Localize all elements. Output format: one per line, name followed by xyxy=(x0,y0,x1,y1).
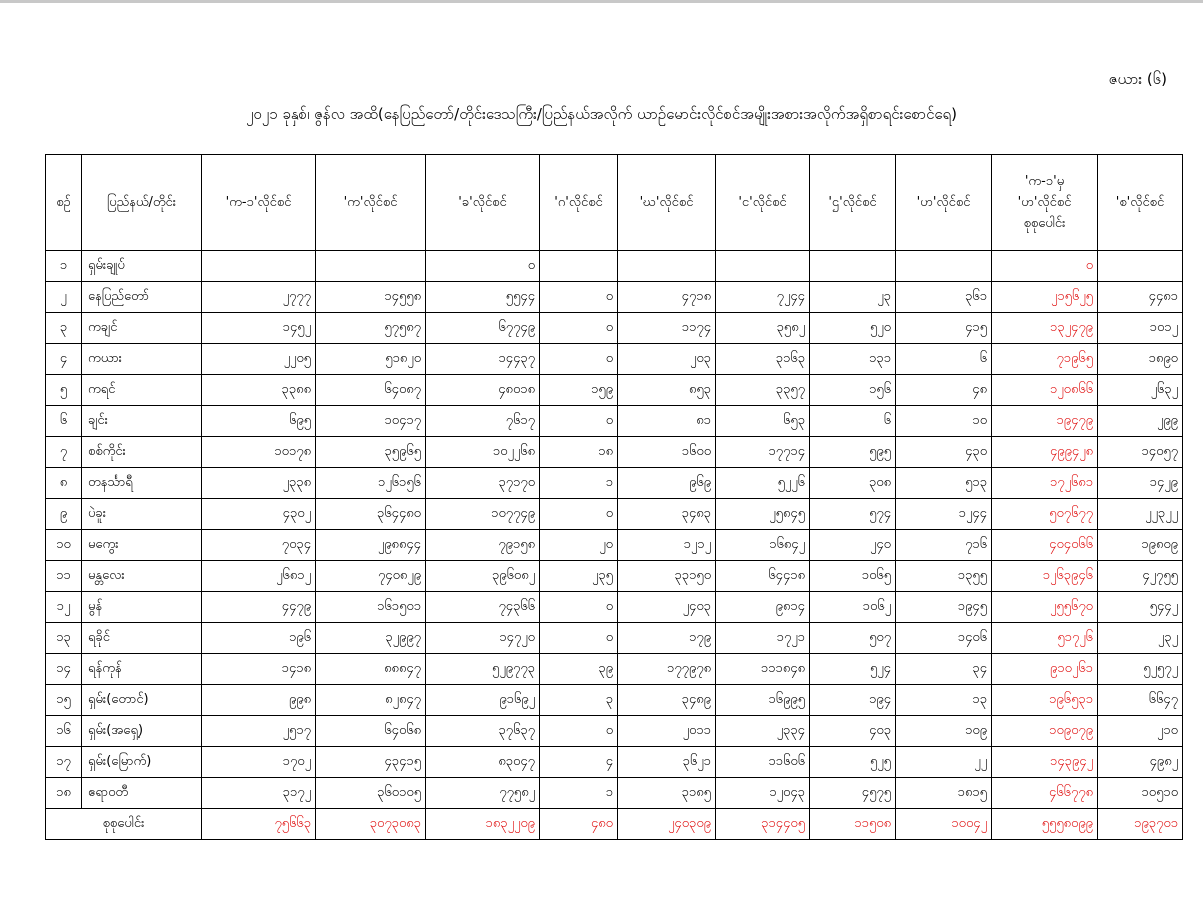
cell-gha: ၃၃၁၅၀ xyxy=(618,561,716,592)
cell-no: ၁၈ xyxy=(46,778,82,809)
table-row xyxy=(46,437,1183,468)
header-nga2: 'ဌ'လိုင်စင် xyxy=(810,155,896,251)
total-ka1: ၇၅၆၆၃ xyxy=(202,809,316,840)
cell-nga: ၃၁၆၃ xyxy=(716,344,810,375)
cell-ka1: ၁၀၁၇၈ xyxy=(202,437,316,468)
cell-total: ၁၉၆၅၃၁ xyxy=(992,685,1098,716)
cell-region: ရှမ်းချုပ် xyxy=(82,251,202,282)
cell-sa: ၄၄၈၁ xyxy=(1098,282,1183,313)
cell-ga: ၀ xyxy=(540,499,618,530)
cell-sa: ၁၀၅၁၀ xyxy=(1098,778,1183,809)
document-title: ၂၀၂၁ ခုနှစ်၊ ဇွန်လ အထိ(နေပြည်တော်/တိုင်းဒေသကြီး/ပြည်နယ်အလိုက် ယာဉ်မောင်းလိုင်စင်အမျိုးအစားအလိုက်အရှိစာရင်းစောင်ရေ) xyxy=(245,105,958,123)
cell-ha: ၁၄၀၆ xyxy=(896,623,992,654)
cell-ha: ၇၁၆ xyxy=(896,530,992,561)
cell-sa: ၂၉၉ xyxy=(1098,406,1183,437)
cell-total: ၄၆၆၇၇၈ xyxy=(992,778,1098,809)
cell-gha: ၁၇၇၉၇၈ xyxy=(618,654,716,685)
cell-kha: ၉၁၆၉၂ xyxy=(426,685,540,716)
cell-region: မွန် xyxy=(82,592,202,623)
table-row xyxy=(46,592,1183,623)
cell-total: ၁၉၄၇၉ xyxy=(992,406,1098,437)
cell-ga: ၀ xyxy=(540,592,618,623)
cell-ka: ၈၂၈၄၇ xyxy=(316,685,426,716)
cell-ga: ၃ xyxy=(540,685,618,716)
table-row xyxy=(46,716,1183,747)
cell-sa: ၁၄၀၅၇ xyxy=(1098,437,1183,468)
cell-nga2: ၁၅၆ xyxy=(810,375,896,406)
cell-ga: ၀ xyxy=(540,406,618,437)
cell-ka: ၈၈၈၄၇ xyxy=(316,654,426,685)
cell-gha: ၈၅၃ xyxy=(618,375,716,406)
cell-kha: ၅၂၉၇၇၃ xyxy=(426,654,540,685)
cell-nga2: ၁၀၆၅ xyxy=(810,561,896,592)
cell-nga2: ၁၃၁ xyxy=(810,344,896,375)
cell-nga: ၆၅၃ xyxy=(716,406,810,437)
cell-ga: ၀ xyxy=(540,282,618,313)
cell-ha: ၆ xyxy=(896,344,992,375)
table-row xyxy=(46,375,1183,406)
total-ha: ၁၀၀၄၂ xyxy=(896,809,992,840)
cell-ha: ၂၂ xyxy=(896,747,992,778)
cell-no: ၈ xyxy=(46,468,82,499)
header-total-line1: 'က-၁'မှ xyxy=(1024,174,1065,189)
cell-ka: ၁၀၄၁၇ xyxy=(316,406,426,437)
cell-kha: ၃၉၆၀၈၂ xyxy=(426,561,540,592)
cell-nga: ၇၂၄၄ xyxy=(716,282,810,313)
cell-region: ကရင် xyxy=(82,375,202,406)
header-nga: 'င'လိုင်စင် xyxy=(716,155,810,251)
table-row xyxy=(46,561,1183,592)
cell-ka1: ၁၇၀၂ xyxy=(202,747,316,778)
cell-kha: ၃၇၁၇၀ xyxy=(426,468,540,499)
cell-ka1: ၃၃၈၈ xyxy=(202,375,316,406)
table-row xyxy=(46,530,1183,561)
cell-ga: ၀ xyxy=(540,344,618,375)
cell-kha: ၀ xyxy=(426,251,540,282)
cell-gha: ၂၄၀၃ xyxy=(618,592,716,623)
cell-nga2: ၅၀၇ xyxy=(810,623,896,654)
cell-nga2: ၅၂၅ xyxy=(810,747,896,778)
cell-sa: ၅၄၄၂ xyxy=(1098,592,1183,623)
cell-nga: ၃၅၈၂ xyxy=(716,313,810,344)
cell-ka: ၁၆၁၅၀၁ xyxy=(316,592,426,623)
table-row xyxy=(46,282,1183,313)
cell-nga2: ၅၂၀ xyxy=(810,313,896,344)
cell-nga2: ၅၂၄ xyxy=(810,654,896,685)
cell-sa: ၆၆၄၇ xyxy=(1098,685,1183,716)
cell-ga: ၀ xyxy=(540,623,618,654)
header-total-line3: စုစုပေါင်း xyxy=(1023,216,1066,231)
cell-no: ၁ xyxy=(46,251,82,282)
cell-nga: ၃၃၅၇ xyxy=(716,375,810,406)
cell-ka1: ၂၆၈၁၂ xyxy=(202,561,316,592)
cell-kha: ၁၀၂၂၆၈ xyxy=(426,437,540,468)
cell-no: ၁၃ xyxy=(46,623,82,654)
cell-ha: ၁၀၉ xyxy=(896,716,992,747)
cell-total: ၅၀၇၆၇၇ xyxy=(992,499,1098,530)
cell-nga: ၁၆၉၉၅ xyxy=(716,685,810,716)
cell-ka1: ၄၄၇၉ xyxy=(202,592,316,623)
header-region: ပြည်နယ်/တိုင်း xyxy=(82,155,202,251)
cell-region: ချင်း xyxy=(82,406,202,437)
cell-ka: ၆၄၀၆၈ xyxy=(316,716,426,747)
cell-sa: ၂၂၃၂၂ xyxy=(1098,499,1183,530)
total-row xyxy=(46,809,1183,840)
cell-nga: ၂၅၈၄၅ xyxy=(716,499,810,530)
cell-kha: ၇၄၃၆၆ xyxy=(426,592,540,623)
cell-region: ရှမ်း(အရှေ့) xyxy=(82,716,202,747)
cell-kha: ၁၄၄၃၇ xyxy=(426,344,540,375)
cell-total: ၂၅၅၆၇၀ xyxy=(992,592,1098,623)
cell-kha: ၇၆၁၇ xyxy=(426,406,540,437)
table-row xyxy=(46,778,1183,809)
cell-ka1: ၂၃၃၈ xyxy=(202,468,316,499)
cell-region: ကချင် xyxy=(82,313,202,344)
cell-no: ၁၀ xyxy=(46,530,82,561)
cell-sa xyxy=(1098,251,1183,282)
cell-region: ပဲခူး xyxy=(82,499,202,530)
cell-nga: ၆၄၄၁၈ xyxy=(716,561,810,592)
cell-nga: ၂၃၃၄ xyxy=(716,716,810,747)
cell-no: ၁၇ xyxy=(46,747,82,778)
cell-nga: ၅၂၂၆ xyxy=(716,468,810,499)
cell-nga2: ၁၉၄ xyxy=(810,685,896,716)
cell-no: ၁၂ xyxy=(46,592,82,623)
cell-no: ၂ xyxy=(46,282,82,313)
cell-region: စစ်ကိုင်း xyxy=(82,437,202,468)
cell-ka1: ၆၉၅ xyxy=(202,406,316,437)
cell-ga: ၀ xyxy=(540,716,618,747)
cell-total: ၀ xyxy=(992,251,1098,282)
top-border xyxy=(0,0,1203,3)
cell-region: ကယား xyxy=(82,344,202,375)
cell-ka1 xyxy=(202,251,316,282)
cell-ka: ၅၁၈၂၀ xyxy=(316,344,426,375)
cell-nga2: ၂၄၀ xyxy=(810,530,896,561)
total-kha: ၁၈၃၂၂၀၉ xyxy=(426,809,540,840)
header-ha: 'ဟ'လိုင်စင် xyxy=(896,155,992,251)
cell-ka1: ၁၄၁၈ xyxy=(202,654,316,685)
cell-region: မန္တလေး xyxy=(82,561,202,592)
cell-ha xyxy=(896,251,992,282)
total-grand: ၅၅၅၈၀၉၉ xyxy=(992,809,1098,840)
cell-nga2: ၅၉၅ xyxy=(810,437,896,468)
cell-gha: ၂၀၁၁ xyxy=(618,716,716,747)
table-row xyxy=(46,499,1183,530)
cell-nga2: ၃၀၈ xyxy=(810,468,896,499)
cell-ka1: ၃၁၇၂ xyxy=(202,778,316,809)
cell-kha: ၅၅၄၄ xyxy=(426,282,540,313)
cell-nga2: ၁၀၆၂ xyxy=(810,592,896,623)
cell-kha: ၆၇၇၄၉ xyxy=(426,313,540,344)
cell-no: ၁၁ xyxy=(46,561,82,592)
cell-kha: ၇၉၁၅၈ xyxy=(426,530,540,561)
cell-gha: ၁၁၇၄ xyxy=(618,313,716,344)
header-no: စဉ် xyxy=(46,155,82,251)
cell-gha: ၃၆၂၁ xyxy=(618,747,716,778)
table-row xyxy=(46,251,1183,282)
cell-ga: ၁၅၉ xyxy=(540,375,618,406)
cell-nga2: ၄၅၇၅ xyxy=(810,778,896,809)
cell-no: ၉ xyxy=(46,499,82,530)
table-reference: ဇယား (၆) xyxy=(1108,70,1167,88)
cell-total: ၁၂၆၃၉၄၆ xyxy=(992,561,1098,592)
cell-ha: ၁၉၄၅ xyxy=(896,592,992,623)
header-total-line2: 'ဟ'လိုင်စင် xyxy=(1017,195,1072,210)
cell-gha xyxy=(618,251,716,282)
cell-ka: ၃၆၀၁၀၅ xyxy=(316,778,426,809)
cell-ha: ၁၀ xyxy=(896,406,992,437)
cell-sa: ၂၆၃၂ xyxy=(1098,375,1183,406)
cell-ha: ၃၄ xyxy=(896,654,992,685)
cell-no: ၆ xyxy=(46,406,82,437)
cell-ka: ၆၄၀၈၇ xyxy=(316,375,426,406)
cell-region: ရှမ်း(မြောက်) xyxy=(82,747,202,778)
cell-total: ၉၁၀၂၆၁ xyxy=(992,654,1098,685)
cell-ka: ၂၉၈၈၄၄ xyxy=(316,530,426,561)
cell-ga: ၂၃၅ xyxy=(540,561,618,592)
cell-sa: ၂၃၂ xyxy=(1098,623,1183,654)
cell-ka: ၁၄၅၅၈ xyxy=(316,282,426,313)
cell-nga: ၁၇၂၁ xyxy=(716,623,810,654)
cell-no: ၃ xyxy=(46,313,82,344)
cell-region: ဧရာဝတီ xyxy=(82,778,202,809)
total-ka: ၃၀၇၃၀၈၃ xyxy=(316,809,426,840)
cell-ha: ၄၈ xyxy=(896,375,992,406)
cell-sa: ၁၈၉၀ xyxy=(1098,344,1183,375)
cell-no: ၁၅ xyxy=(46,685,82,716)
total-sa: ၁၉၃၇၀၁ xyxy=(1098,809,1183,840)
cell-ha: ၄၁၅ xyxy=(896,313,992,344)
table-row xyxy=(46,623,1183,654)
cell-ha: ၁၂၄၄ xyxy=(896,499,992,530)
header-sa: 'စ'လိုင်စင် xyxy=(1098,155,1183,251)
cell-sa: ၁၄၂၉ xyxy=(1098,468,1183,499)
cell-ha: ၃၆၁ xyxy=(896,282,992,313)
cell-ka1: ၂၂၀၅ xyxy=(202,344,316,375)
cell-gha: ၈၁ xyxy=(618,406,716,437)
cell-ha: ၁၃၅၅ xyxy=(896,561,992,592)
header-total xyxy=(992,155,1098,251)
cell-gha: ၃၁၈၅ xyxy=(618,778,716,809)
cell-nga: ၁၆၈၄၂ xyxy=(716,530,810,561)
cell-region: နေပြည်တော် xyxy=(82,282,202,313)
cell-region: ရန်ကုန် xyxy=(82,654,202,685)
cell-ga: ၁ xyxy=(540,778,618,809)
total-nga: ၃၁၄၄၀၅ xyxy=(716,809,810,840)
cell-sa: ၄၂၇၅၅ xyxy=(1098,561,1183,592)
cell-gha: ၉၆၉ xyxy=(618,468,716,499)
cell-ha: ၁၈၁၅ xyxy=(896,778,992,809)
license-table xyxy=(45,154,1183,840)
cell-total: ၁၇၂၆၈၁ xyxy=(992,468,1098,499)
cell-ka: ၄၃၄၁၅ xyxy=(316,747,426,778)
cell-sa: ၅၂၅၇၂ xyxy=(1098,654,1183,685)
cell-ka xyxy=(316,251,426,282)
header-row xyxy=(46,155,1183,251)
cell-ha: ၁၃ xyxy=(896,685,992,716)
header-ka: 'က'လိုင်စင် xyxy=(316,155,426,251)
header-ga: 'ဂ'လိုင်စင် xyxy=(540,155,618,251)
cell-no: ၁၆ xyxy=(46,716,82,747)
header-kha: 'ခ'လိုင်စင် xyxy=(426,155,540,251)
cell-total: ၁၄၃၉၄၂ xyxy=(992,747,1098,778)
cell-nga2: ၂၃ xyxy=(810,282,896,313)
cell-no: ၅ xyxy=(46,375,82,406)
table-row xyxy=(46,468,1183,499)
cell-ka: ၃၆၄၄၈၀ xyxy=(316,499,426,530)
cell-ka1: ၁၄၅၂ xyxy=(202,313,316,344)
cell-region: ရခိုင် xyxy=(82,623,202,654)
total-nga2: ၁၁၅၀၈ xyxy=(810,809,896,840)
cell-gha: ၁၂၁၂ xyxy=(618,530,716,561)
table-row xyxy=(46,747,1183,778)
cell-sa: ၁၀၁၂ xyxy=(1098,313,1183,344)
cell-no: ၇ xyxy=(46,437,82,468)
cell-gha: ၁၆၀၀ xyxy=(618,437,716,468)
cell-nga: ၁၁၁၈၄၈ xyxy=(716,654,810,685)
cell-total: ၂၁၅၆၂၅ xyxy=(992,282,1098,313)
cell-kha: ၃၇၆၃၇ xyxy=(426,716,540,747)
cell-gha: ၄၇၁၈ xyxy=(618,282,716,313)
cell-ka: ၃၅၉၆၅ xyxy=(316,437,426,468)
cell-ga xyxy=(540,251,618,282)
table-row xyxy=(46,654,1183,685)
cell-region: မကွေး xyxy=(82,530,202,561)
cell-ka1: ၂၅၁၇ xyxy=(202,716,316,747)
cell-total: ၁၀၉၀၇၉ xyxy=(992,716,1098,747)
cell-kha: ၄၈၀၁၈ xyxy=(426,375,540,406)
cell-ka1: ၁၉၆ xyxy=(202,623,316,654)
cell-nga2: ၄၀၃ xyxy=(810,716,896,747)
cell-nga xyxy=(716,251,810,282)
cell-no: ၄ xyxy=(46,344,82,375)
cell-region: ရှမ်း(တောင်) xyxy=(82,685,202,716)
cell-total: ၄၀၄၀၆၆ xyxy=(992,530,1098,561)
cell-kha: ၁၀၇၇၄၉ xyxy=(426,499,540,530)
cell-total: ၁၂၀၈၆၆ xyxy=(992,375,1098,406)
cell-sa: ၁၉၈၀၉ xyxy=(1098,530,1183,561)
cell-ha: ၄၃၀ xyxy=(896,437,992,468)
cell-ga: ၃၉ xyxy=(540,654,618,685)
table-row xyxy=(46,344,1183,375)
cell-ga: ၂၀ xyxy=(540,530,618,561)
cell-nga2 xyxy=(810,251,896,282)
cell-ka1: ၉၉၈ xyxy=(202,685,316,716)
cell-gha: ၃၄၈၃ xyxy=(618,499,716,530)
table-body xyxy=(46,251,1183,840)
header-gha: 'ဃ'လိုင်စင် xyxy=(618,155,716,251)
cell-nga2: ၆ xyxy=(810,406,896,437)
cell-ka: ၁၂၆၁၅၆ xyxy=(316,468,426,499)
cell-ga: ၄ xyxy=(540,747,618,778)
cell-nga2: ၅၇၄ xyxy=(810,499,896,530)
cell-sa: ၄၉၈၂ xyxy=(1098,747,1183,778)
cell-region: တနင်္သာရီ xyxy=(82,468,202,499)
cell-ka: ၅၇၅၈၇ xyxy=(316,313,426,344)
header-ka1: 'က-၁'လိုင်စင် xyxy=(202,155,316,251)
cell-ga: ၁ xyxy=(540,468,618,499)
cell-ga: ၀ xyxy=(540,313,618,344)
cell-sa: ၂၁၀ xyxy=(1098,716,1183,747)
total-ga: ၄၈၀ xyxy=(540,809,618,840)
cell-ka: ၃၂၉၉၇ xyxy=(316,623,426,654)
cell-no: ၁၄ xyxy=(46,654,82,685)
cell-total: ၁၃၂၄၇၉ xyxy=(992,313,1098,344)
table-row xyxy=(46,313,1183,344)
total-gha: ၂၄၀၃၀၉ xyxy=(618,809,716,840)
cell-ha: ၅၁၃ xyxy=(896,468,992,499)
cell-total: ၅၁၇၂၆ xyxy=(992,623,1098,654)
table-row xyxy=(46,406,1183,437)
cell-nga: ၁၂၀၄၃ xyxy=(716,778,810,809)
cell-gha: ၂၀၃ xyxy=(618,344,716,375)
cell-ka1: ၇၀၃၄ xyxy=(202,530,316,561)
cell-ka1: ၄၃၀၂ xyxy=(202,499,316,530)
table-row xyxy=(46,685,1183,716)
cell-nga: ၁၇၇၁၄ xyxy=(716,437,810,468)
cell-kha: ၇၇၅၈၂ xyxy=(426,778,540,809)
cell-ga: ၁၈ xyxy=(540,437,618,468)
cell-total: ၇၁၉၆၅ xyxy=(992,344,1098,375)
cell-nga: ၁၁၆၀၆ xyxy=(716,747,810,778)
cell-ka: ၇၄၀၈၂၉ xyxy=(316,561,426,592)
cell-nga: ၉၈၁၄ xyxy=(716,592,810,623)
cell-ka1: ၂၇၇၇ xyxy=(202,282,316,313)
cell-gha: ၃၄၈၉ xyxy=(618,685,716,716)
cell-kha: ၁၄၇၂၀ xyxy=(426,623,540,654)
cell-kha: ၈၃၀၄၇ xyxy=(426,747,540,778)
cell-total: ၄၉၉၄၂၈ xyxy=(992,437,1098,468)
cell-gha: ၁၇၉ xyxy=(618,623,716,654)
total-label: စုစုပေါင်း xyxy=(46,809,202,840)
